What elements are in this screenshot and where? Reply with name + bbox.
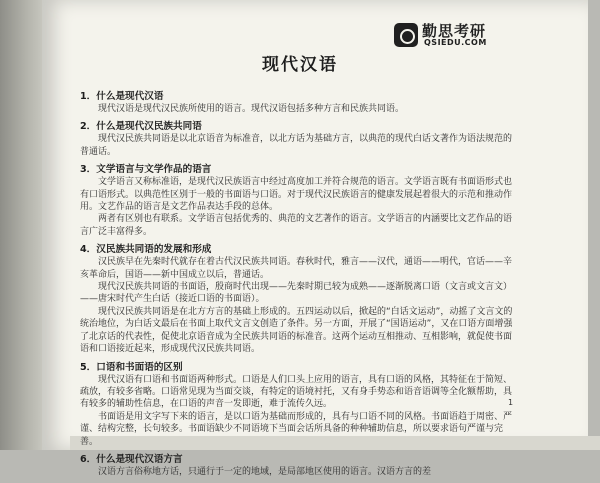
section-paragraph: 现代汉语有口语和书面语两种形式。口语是人们口头上应用的语言，具有口语的风格，其特征在于简短、疏放，有较多省略。口语常见现为当面交谈，有特定的语境衬托，又有身手势态和语音语调等全化额帮助，具有较多的辅助性信息，在口语的声音一发即逝，难于流传久远。 xyxy=(80,374,513,410)
brand-logo-icon xyxy=(394,23,418,47)
section-paragraph: 文学语言又称标准语，是现代汉民族语言中经过高度加工并符合规范的语言。文学语言既有书面语形式也有口语形式。以典范性区别于一般的书面语与口语。对于现代汉民族语言的健康发展起着很大的示范和推动作用。文艺作品的语言是文艺作品表达手段的总体。 xyxy=(80,177,513,213)
section-heading: 6．什么是现代汉语方言 xyxy=(80,453,183,465)
section-5 xyxy=(80,361,520,448)
section-2 xyxy=(80,120,520,158)
brand-logo-name: 勤思考研 xyxy=(422,22,487,40)
section-paragraph: 现代汉民族共同语是在北方方言的基础上形成的。五四运动以后，掀起的“白话文运动”，动摇了文言文的统治地位，为白话文最后在书面上取代文言文创造了条件。另一方面，开展了“国语运动”，又在口语方面增强了北京话的代表性，促使北京语音成为全民族共同语的标准音。这两个运动互相推动、互相影响，就促使书面语和口语接近起来，形成现代汉民族共同语。 xyxy=(80,306,513,355)
section-paragraph: 两者有区别也有联系。文学语言包括优秀的、典范的文艺著作的语言。文学语言的内涵要比文艺作品的语言广泛丰富得多。 xyxy=(80,214,513,237)
section-paragraph: 汉语方言俗称地方话，只通行于一定的地域，是局部地区使用的语言。汉语方言的差 xyxy=(98,466,432,477)
section-4 xyxy=(80,243,520,355)
section-heading: 5．口语和书面语的区别 xyxy=(80,361,183,373)
section-heading: 2．什么是现代汉民族共同语 xyxy=(80,121,202,133)
page-title: 现代汉语 xyxy=(262,55,338,75)
brand-logo-url: QSIEDU.COM xyxy=(424,38,487,47)
brand-logo xyxy=(394,20,524,50)
section-paragraph: 汉民族早在先秦时代就存在着古代汉民族共同语。春秋时代，雅言——汉代，通语——明代，官话——辛亥革命后，国语——新中国成立以后，普通话。 xyxy=(80,257,513,280)
page-number: 1 xyxy=(508,398,514,407)
section-heading: 1．什么是现代汉语 xyxy=(80,91,164,102)
document-body xyxy=(80,90,520,483)
section-paragraph: 书面语是用文字写下来的语言，是以口语为基础而形成的，具有与口语不同的风格。书面语趋于周密、严谨、结构完整，长句较多。书面语缺少不同语境下当面会话所具备的种种辅助信息，所以要求语句严谨与完善。 xyxy=(80,411,513,447)
section-heading: 3．文学语言与文学作品的语言 xyxy=(80,164,212,176)
section-paragraph: 现代汉民族共同语的书面语，殷商时代出现——先秦时期已较为成熟——逐渐脱离口语（文言或文言文）——唐宋时代产生白话（接近口语的书面语）。 xyxy=(80,282,513,305)
section-paragraph: 现代汉民族共同语是以北京语音为标准音，以北方话为基础方言，以典范的现代白话文著作为语法规范的普通话。 xyxy=(80,134,513,157)
section-6 xyxy=(80,453,520,478)
section-1 xyxy=(80,90,520,115)
section-paragraph: 现代汉语是现代汉民族所使用的语言。现代汉语包括多种方言和民族共同语。 xyxy=(98,104,405,114)
section-3 xyxy=(80,163,520,238)
section-heading: 4．汉民族共同语的发展和形成 xyxy=(80,244,212,256)
